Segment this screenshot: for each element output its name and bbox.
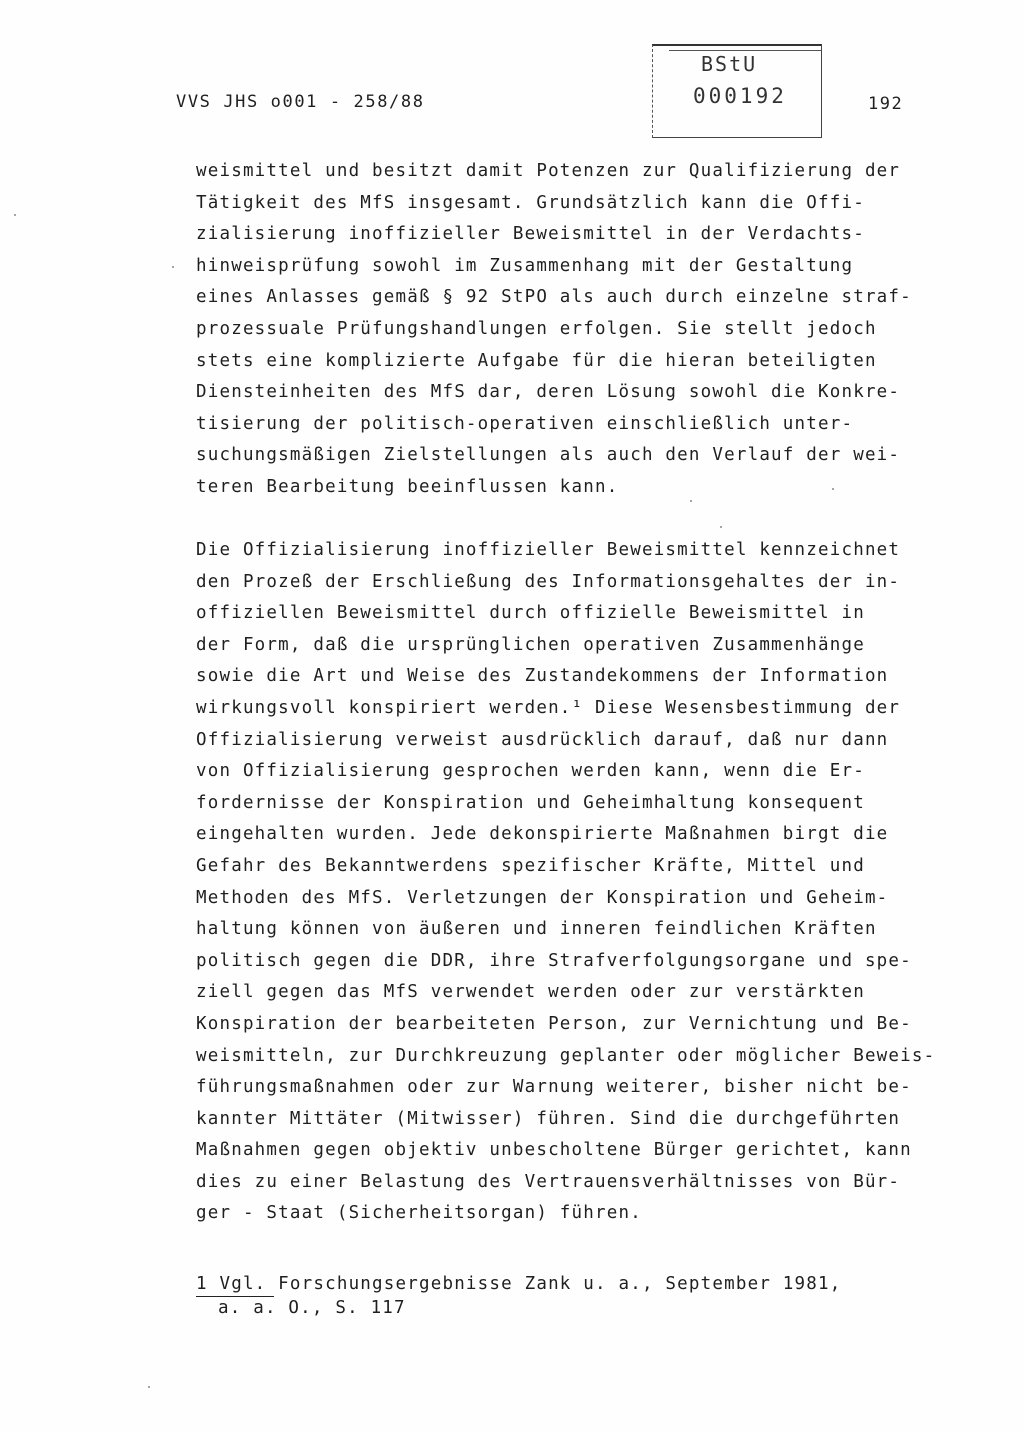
text-line: ger - Staat (Sicherheitsorgan) führen.	[196, 1203, 642, 1224]
text-line: offiziellen Beweismittel durch offizielle Beweismittel in	[196, 603, 865, 624]
text-line: Gefahr des Bekanntwerdens spezifischer Kräfte, Mittel und	[196, 855, 865, 876]
text-line: den Prozeß der Erschließung des Informationsgehaltes der in-	[196, 571, 901, 592]
text-line: Tätigkeit des MfS insgesamt. Grundsätzlich kann die Offi-	[196, 192, 865, 213]
stamp-number: 000192	[693, 84, 787, 108]
text-line: teren Bearbeitung beeinflussen kann.	[196, 476, 619, 497]
text-line: hinweisprüfung sowohl im Zusammenhang mit der Gestaltung	[196, 255, 854, 276]
text-line: Die Offizialisierung inoffizieller Beweismittel kennzeichnet	[196, 540, 901, 560]
text-line: Methoden des MfS. Verletzungen der Konspiration und Geheim-	[196, 887, 889, 908]
text-line: dies zu einer Belastung des Vertrauensverhältnisses von Bür-	[196, 1171, 901, 1192]
text-line: führungsmaßnahmen oder zur Warnung weiterer, bisher nicht be-	[196, 1077, 912, 1098]
text-line: eines Anlasses gemäß § 92 StPO als auch durch einzelne straf-	[196, 287, 912, 308]
text-line: weismittel und besitzt damit Potenzen zur Qualifizierung der	[196, 161, 901, 181]
text-line: eingehalten wurden. Jede dekonspirierte Maßnahmen birgt die	[196, 824, 889, 845]
text-line: Offizialisierung verweist ausdrücklich darauf, daß nur dann	[196, 729, 889, 750]
text-line: Konspiration der bearbeiteten Person, zur Vernichtung und Be-	[196, 1013, 912, 1034]
document-reference: VVS JHS o001 - 258/88	[176, 92, 425, 112]
scan-speck	[172, 266, 174, 268]
scan-speck	[690, 500, 692, 502]
stamp-rule	[669, 50, 821, 51]
scan-speck	[14, 214, 16, 216]
scan-speck	[148, 1386, 150, 1388]
text-line: tisierung der politisch-operativen einschließlich unter-	[196, 413, 854, 434]
text-line: der Form, daß die ursprünglichen operativen Zusammenhänge	[196, 634, 865, 655]
text-line: politisch gegen die DDR, ihre Strafverfolgungsorgane und spe-	[196, 950, 912, 971]
page-number: 192	[868, 94, 904, 114]
text-line: haltung können von äußeren und inneren feindlichen Kräften	[196, 919, 877, 940]
footnote-line: 1 Vgl. Forschungsergebnisse Zank u. a., September 1981,	[196, 1274, 842, 1294]
archive-stamp	[652, 44, 822, 138]
text-line: kannter Mittäter (Mitwisser) führen. Sind die durchgeführten	[196, 1108, 901, 1129]
text-line: sowie die Art und Weise des Zustandekommens der Information	[196, 666, 889, 687]
footnote	[196, 1272, 841, 1320]
footnote-line: a. a. O., S. 117	[218, 1298, 406, 1318]
text-line: ziell gegen das MfS verwendet werden oder zur verstärkten	[196, 982, 865, 1003]
text-line: von Offizialisierung gesprochen werden kann, wenn die Er-	[196, 761, 865, 782]
paragraph-1	[196, 156, 976, 504]
text-line: suchungsmäßigen Zielstellungen als auch den Verlauf der wei-	[196, 445, 901, 466]
text-line: wirkungsvoll konspiriert werden.¹ Diese Wesensbestimmung der	[196, 697, 901, 718]
scan-speck	[832, 488, 834, 490]
text-line: weismitteln, zur Durchkreuzung geplanter oder möglicher Beweis-	[196, 1045, 936, 1066]
stamp-organization: BStU	[701, 52, 758, 76]
footnote-underline	[196, 1296, 274, 1297]
scan-speck	[720, 526, 722, 528]
text-line: fordernisse der Konspiration und Geheimhaltung konsequent	[196, 792, 865, 813]
text-line: zialisierung inoffizieller Beweismittel in der Verdachts-	[196, 224, 865, 245]
text-line: stets eine komplizierte Aufgabe für die hieran beteiligten	[196, 350, 877, 371]
text-line: Maßnahmen gegen objektiv unbescholtene Bürger gerichtet, kann	[196, 1140, 912, 1161]
text-line: Diensteinheiten des MfS dar, deren Lösung sowohl die Konkre-	[196, 382, 901, 403]
paragraph-2	[196, 535, 976, 1230]
text-line: prozessuale Prüfungshandlungen erfolgen. Sie stellt jedoch	[196, 318, 877, 339]
